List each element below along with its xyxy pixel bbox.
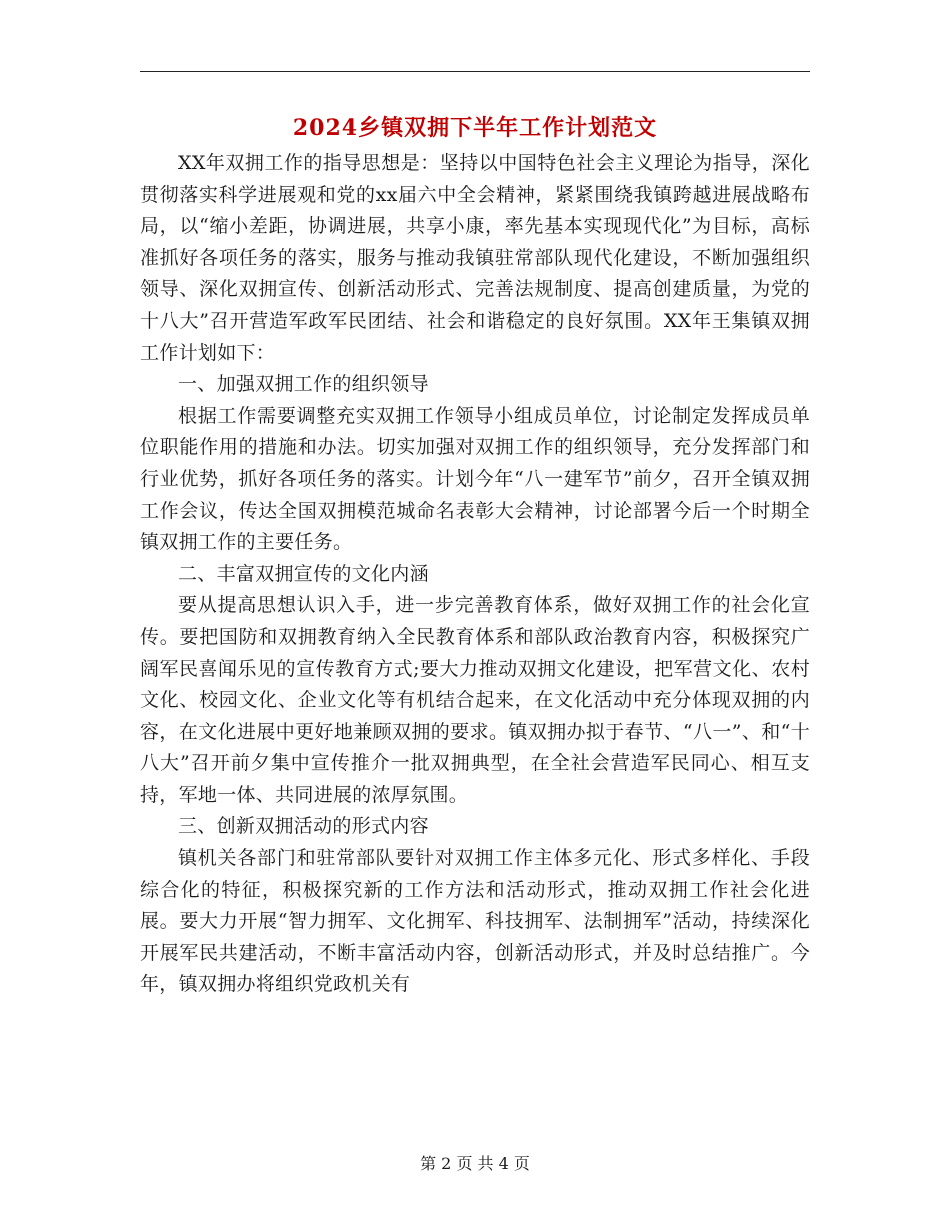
page-number: 第 2 页 共 4 页: [420, 1154, 530, 1173]
header-rule: [140, 71, 810, 72]
paragraph-intro: XX年双拥工作的指导思想是：坚持以中国特色社会主义理论为指导，深化贯彻落实科学进展观和党的xx届六中全会精神，紧紧围绕我镇跨越进展战略布局，以“缩小差距，协调进展，共享小康，率先基本实现现代化”为目标，高标准抓好各项任务的落实，服务与推动我镇驻常部队现代化建设，不断加强组织领导、深化双拥宣传、创新活动形式、完善法规制度、提高创建质量，为党的十八大”召开营造军政军民团结、社会和谐稳定的良好氛围。XX年王集镇双拥工作计划如下：: [140, 152, 810, 364]
section-heading-3: 三、创新双拥活动的形式内容: [178, 815, 429, 838]
paragraph-section-3: 镇机关各部门和驻常部队要针对双拥工作主体多元化、形式多样化、手段综合化的特征，积极探究新的工作方法和活动形式，推动双拥工作社会化进展。要大力开展“智力拥军、文化拥军、科技拥军、法制拥军”活动，持续深化开展军民共建活动，不断丰富活动内容，创新活动形式，并及时总结推广。今年，镇双拥办将组织党政机关有: [140, 847, 810, 996]
section-heading-1: 一、加强双拥工作的组织领导: [178, 373, 429, 396]
paragraph-section-1: 根据工作需要调整充实双拥工作领导小组成员单位，讨论制定发挥成员单位职能作用的措施和办法。切实加强对双拥工作的组织领导，充分发挥部门和行业优势，抓好各项任务的落实。计划今年“八一建军节”前夕，召开全镇双拥工作会议，传达全国双拥模范城命名表彰大会精神，讨论部署今后一个时期全镇双拥工作的主要任务。: [140, 404, 810, 554]
paragraph-section-2: 要从提高思想认识入手，进一步完善教育体系，做好双拥工作的社会化宣传。要把国防和双拥教育纳入全民教育体系和部队政治教育内容，积极探究广阔军民喜闻乐见的宣传教育方式;要大力推动双拥文化建设，把军营文化、农村文化、校园文化、企业文化等有机结合起来，在文化活动中充分体现双拥的内容，在文化进展中更好地兼顾双拥的要求。镇双拥办拟于春节、“八一”、和“十八大”召开前夕集中宣传推介一批双拥典型，在全社会营造军民同心、相互支持，军地一体、共同进展的浓厚氛围。: [140, 594, 810, 806]
document-body: [140, 148, 810, 1001]
document-title: 2024乡镇双拥下半年工作计划范文: [292, 115, 658, 141]
section-heading-2: 二、丰富双拥宣传的文化内涵: [178, 562, 429, 585]
